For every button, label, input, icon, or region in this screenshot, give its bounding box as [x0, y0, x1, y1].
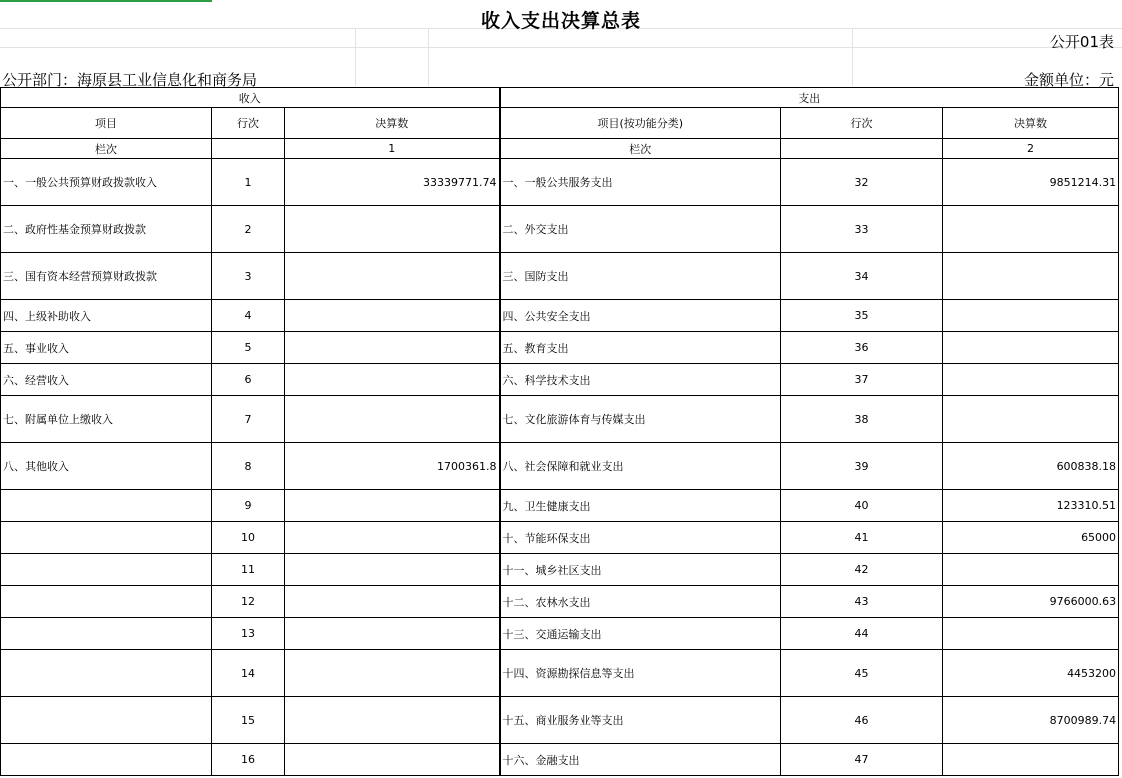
income-row-no-cell[interactable]: 4	[212, 300, 285, 332]
income-amount-cell[interactable]	[285, 522, 500, 554]
page-title: 收入支出决算总表	[480, 10, 641, 32]
income-amount-cell[interactable]	[285, 396, 500, 443]
expenditure-amount-cell[interactable]	[943, 253, 1119, 300]
income-item-cell[interactable]: 八、其他收入	[1, 443, 212, 490]
expenditure-item-cell[interactable]: 十六、金融支出	[500, 744, 781, 776]
income-row-no-cell[interactable]: 7	[212, 396, 285, 443]
expenditure-amount-cell[interactable]	[943, 554, 1119, 586]
section-header-row	[1, 88, 1119, 108]
income-column-label[interactable]: 栏次	[1, 139, 212, 159]
income-row-no-cell[interactable]: 6	[212, 364, 285, 396]
expenditure-amount-cell[interactable]: 123310.51	[943, 490, 1119, 522]
expenditure-item-header[interactable]: 项目(按功能分类)	[500, 108, 781, 139]
expenditure-amount-cell[interactable]: 9766000.63	[943, 586, 1119, 618]
income-item-cell[interactable]	[1, 744, 212, 776]
expenditure-row-no-cell[interactable]: 44	[781, 618, 943, 650]
income-item-cell[interactable]: 三、国有资本经营预算财政拨款	[1, 253, 212, 300]
table-row	[1, 332, 1119, 364]
column-header-row	[1, 108, 1119, 139]
expenditure-item-cell[interactable]: 十四、资源勘探信息等支出	[500, 650, 781, 697]
expenditure-item-cell[interactable]: 二、外交支出	[500, 206, 781, 253]
expenditure-item-cell[interactable]: 八、社会保障和就业支出	[500, 443, 781, 490]
expenditure-row-no-cell[interactable]: 34	[781, 253, 943, 300]
expenditure-item-cell[interactable]: 六、科学技术支出	[500, 364, 781, 396]
income-row-no-cell[interactable]: 14	[212, 650, 285, 697]
expenditure-amount-cell[interactable]: 9851214.31	[943, 159, 1119, 206]
income-row-no-cell[interactable]: 5	[212, 332, 285, 364]
income-item-header[interactable]: 项目	[1, 108, 212, 139]
income-item-cell[interactable]: 七、附属单位上缴收入	[1, 396, 212, 443]
gridline	[0, 47, 1122, 48]
gridline	[852, 28, 853, 86]
table-row	[1, 206, 1119, 253]
income-item-cell[interactable]	[1, 586, 212, 618]
expenditure-item-cell[interactable]: 十三、交通运输支出	[500, 618, 781, 650]
income-row-no-cell[interactable]: 9	[212, 490, 285, 522]
gridline	[355, 28, 356, 86]
expenditure-item-cell[interactable]: 一、一般公共服务支出	[500, 159, 781, 206]
expenditure-amount-cell[interactable]: 8700989.74	[943, 697, 1119, 744]
form-number: 公开01表	[1049, 33, 1114, 51]
table-row	[1, 697, 1119, 744]
income-amount-cell[interactable]	[285, 300, 500, 332]
income-amount-cell[interactable]	[285, 650, 500, 697]
income-item-cell[interactable]	[1, 490, 212, 522]
expenditure-row-no-cell[interactable]: 33	[781, 206, 943, 253]
table-row	[1, 744, 1119, 776]
department-label: 公开部门：海原县工业信息化和商务局	[2, 71, 258, 89]
income-amount-cell[interactable]	[285, 490, 500, 522]
table-row	[1, 159, 1119, 206]
income-amount-cell[interactable]	[285, 206, 500, 253]
expenditure-amount-cell[interactable]	[943, 364, 1119, 396]
expenditure-amount-cell[interactable]: 600838.18	[943, 443, 1119, 490]
expenditure-row-no-cell[interactable]: 37	[781, 364, 943, 396]
expenditure-amount-cell[interactable]	[943, 300, 1119, 332]
income-row-no-cell[interactable]: 12	[212, 586, 285, 618]
table-row	[1, 650, 1119, 697]
income-item-cell[interactable]: 二、政府性基金预算财政拨款	[1, 206, 212, 253]
income-amount-cell[interactable]	[285, 332, 500, 364]
expenditure-item-cell[interactable]: 十一、城乡社区支出	[500, 554, 781, 586]
table-row	[1, 253, 1119, 300]
gridline	[428, 28, 429, 86]
expenditure-section-header[interactable]: 支出	[500, 88, 1119, 108]
empty-cell[interactable]	[212, 139, 285, 159]
expenditure-amount-cell[interactable]: 4453200	[943, 650, 1119, 697]
expenditure-amount-cell[interactable]	[943, 332, 1119, 364]
expenditure-row-no-cell[interactable]: 41	[781, 522, 943, 554]
income-row-no-cell[interactable]: 13	[212, 618, 285, 650]
expenditure-row-no-cell[interactable]: 47	[781, 744, 943, 776]
amount-unit-label: 金额单位：元	[1023, 71, 1114, 89]
table-row	[1, 554, 1119, 586]
income-column-number[interactable]: 1	[285, 139, 500, 159]
income-row-no-cell[interactable]: 2	[212, 206, 285, 253]
expenditure-row-no-cell[interactable]: 40	[781, 490, 943, 522]
expenditure-row-no-cell[interactable]: 32	[781, 159, 943, 206]
expenditure-amount-cell[interactable]	[943, 618, 1119, 650]
income-row-no-cell[interactable]: 10	[212, 522, 285, 554]
active-cell-indicator	[0, 0, 212, 2]
expenditure-row-no-cell[interactable]: 43	[781, 586, 943, 618]
expenditure-item-cell[interactable]: 四、公共安全支出	[500, 300, 781, 332]
income-amount-cell[interactable]	[285, 744, 500, 776]
expenditure-row-no-cell[interactable]: 35	[781, 300, 943, 332]
expenditure-item-cell[interactable]: 十五、商业服务业等支出	[500, 697, 781, 744]
expenditure-item-cell[interactable]: 十、节能环保支出	[500, 522, 781, 554]
income-row-no-cell[interactable]: 16	[212, 744, 285, 776]
table-row	[1, 364, 1119, 396]
income-amount-cell[interactable]	[285, 697, 500, 744]
expenditure-amount-cell[interactable]	[943, 744, 1119, 776]
income-row-no-cell[interactable]: 15	[212, 697, 285, 744]
expenditure-amount-cell[interactable]	[943, 396, 1119, 443]
expenditure-column-label[interactable]: 栏次	[500, 139, 781, 159]
income-row-no-cell[interactable]: 11	[212, 554, 285, 586]
expenditure-row-no-header[interactable]: 行次	[781, 108, 943, 139]
summary-table	[0, 87, 1119, 776]
expenditure-row-no-cell[interactable]: 38	[781, 396, 943, 443]
expenditure-row-no-cell[interactable]: 42	[781, 554, 943, 586]
income-item-cell[interactable]	[1, 522, 212, 554]
income-item-cell[interactable]: 五、事业收入	[1, 332, 212, 364]
table-row	[1, 586, 1119, 618]
income-row-no-cell[interactable]: 3	[212, 253, 285, 300]
table-row	[1, 490, 1119, 522]
expenditure-item-cell[interactable]: 七、文化旅游体育与传媒支出	[500, 396, 781, 443]
income-item-cell[interactable]	[1, 650, 212, 697]
expenditure-item-cell[interactable]: 五、教育支出	[500, 332, 781, 364]
table-row	[1, 618, 1119, 650]
income-item-cell[interactable]	[1, 618, 212, 650]
expenditure-amount-cell[interactable]: 65000	[943, 522, 1119, 554]
income-row-no-header[interactable]: 行次	[212, 108, 285, 139]
expenditure-amount-header[interactable]: 决算数	[943, 108, 1119, 139]
table-row	[1, 443, 1119, 490]
expenditure-row-no-cell[interactable]: 36	[781, 332, 943, 364]
income-row-no-cell[interactable]: 8	[212, 443, 285, 490]
income-item-cell[interactable]	[1, 554, 212, 586]
expenditure-column-number[interactable]: 2	[943, 139, 1119, 159]
expenditure-amount-cell[interactable]	[943, 206, 1119, 253]
expenditure-item-cell[interactable]: 十二、农林水支出	[500, 586, 781, 618]
income-amount-cell[interactable]: 33339771.74	[285, 159, 500, 206]
income-item-cell[interactable]	[1, 697, 212, 744]
income-section-header[interactable]: 收入	[1, 88, 500, 108]
expenditure-item-cell[interactable]: 三、国防支出	[500, 253, 781, 300]
income-amount-cell[interactable]	[285, 554, 500, 586]
table-row	[1, 396, 1119, 443]
income-amount-cell[interactable]	[285, 586, 500, 618]
income-amount-cell[interactable]	[285, 253, 500, 300]
income-amount-cell[interactable]: 1700361.8	[285, 443, 500, 490]
expenditure-row-no-cell[interactable]: 39	[781, 443, 943, 490]
table-row	[1, 300, 1119, 332]
income-amount-header[interactable]: 决算数	[285, 108, 500, 139]
income-item-cell[interactable]: 一、一般公共预算财政拨款收入	[1, 159, 212, 206]
income-amount-cell[interactable]	[285, 618, 500, 650]
empty-cell[interactable]	[781, 139, 943, 159]
table-row	[1, 522, 1119, 554]
expenditure-row-no-cell[interactable]: 46	[781, 697, 943, 744]
expenditure-item-cell[interactable]: 九、卫生健康支出	[500, 490, 781, 522]
income-amount-cell[interactable]	[285, 364, 500, 396]
income-item-cell[interactable]: 六、经营收入	[1, 364, 212, 396]
expenditure-row-no-cell[interactable]: 45	[781, 650, 943, 697]
income-item-cell[interactable]: 四、上级补助收入	[1, 300, 212, 332]
income-row-no-cell[interactable]: 1	[212, 159, 285, 206]
column-number-row	[1, 139, 1119, 159]
